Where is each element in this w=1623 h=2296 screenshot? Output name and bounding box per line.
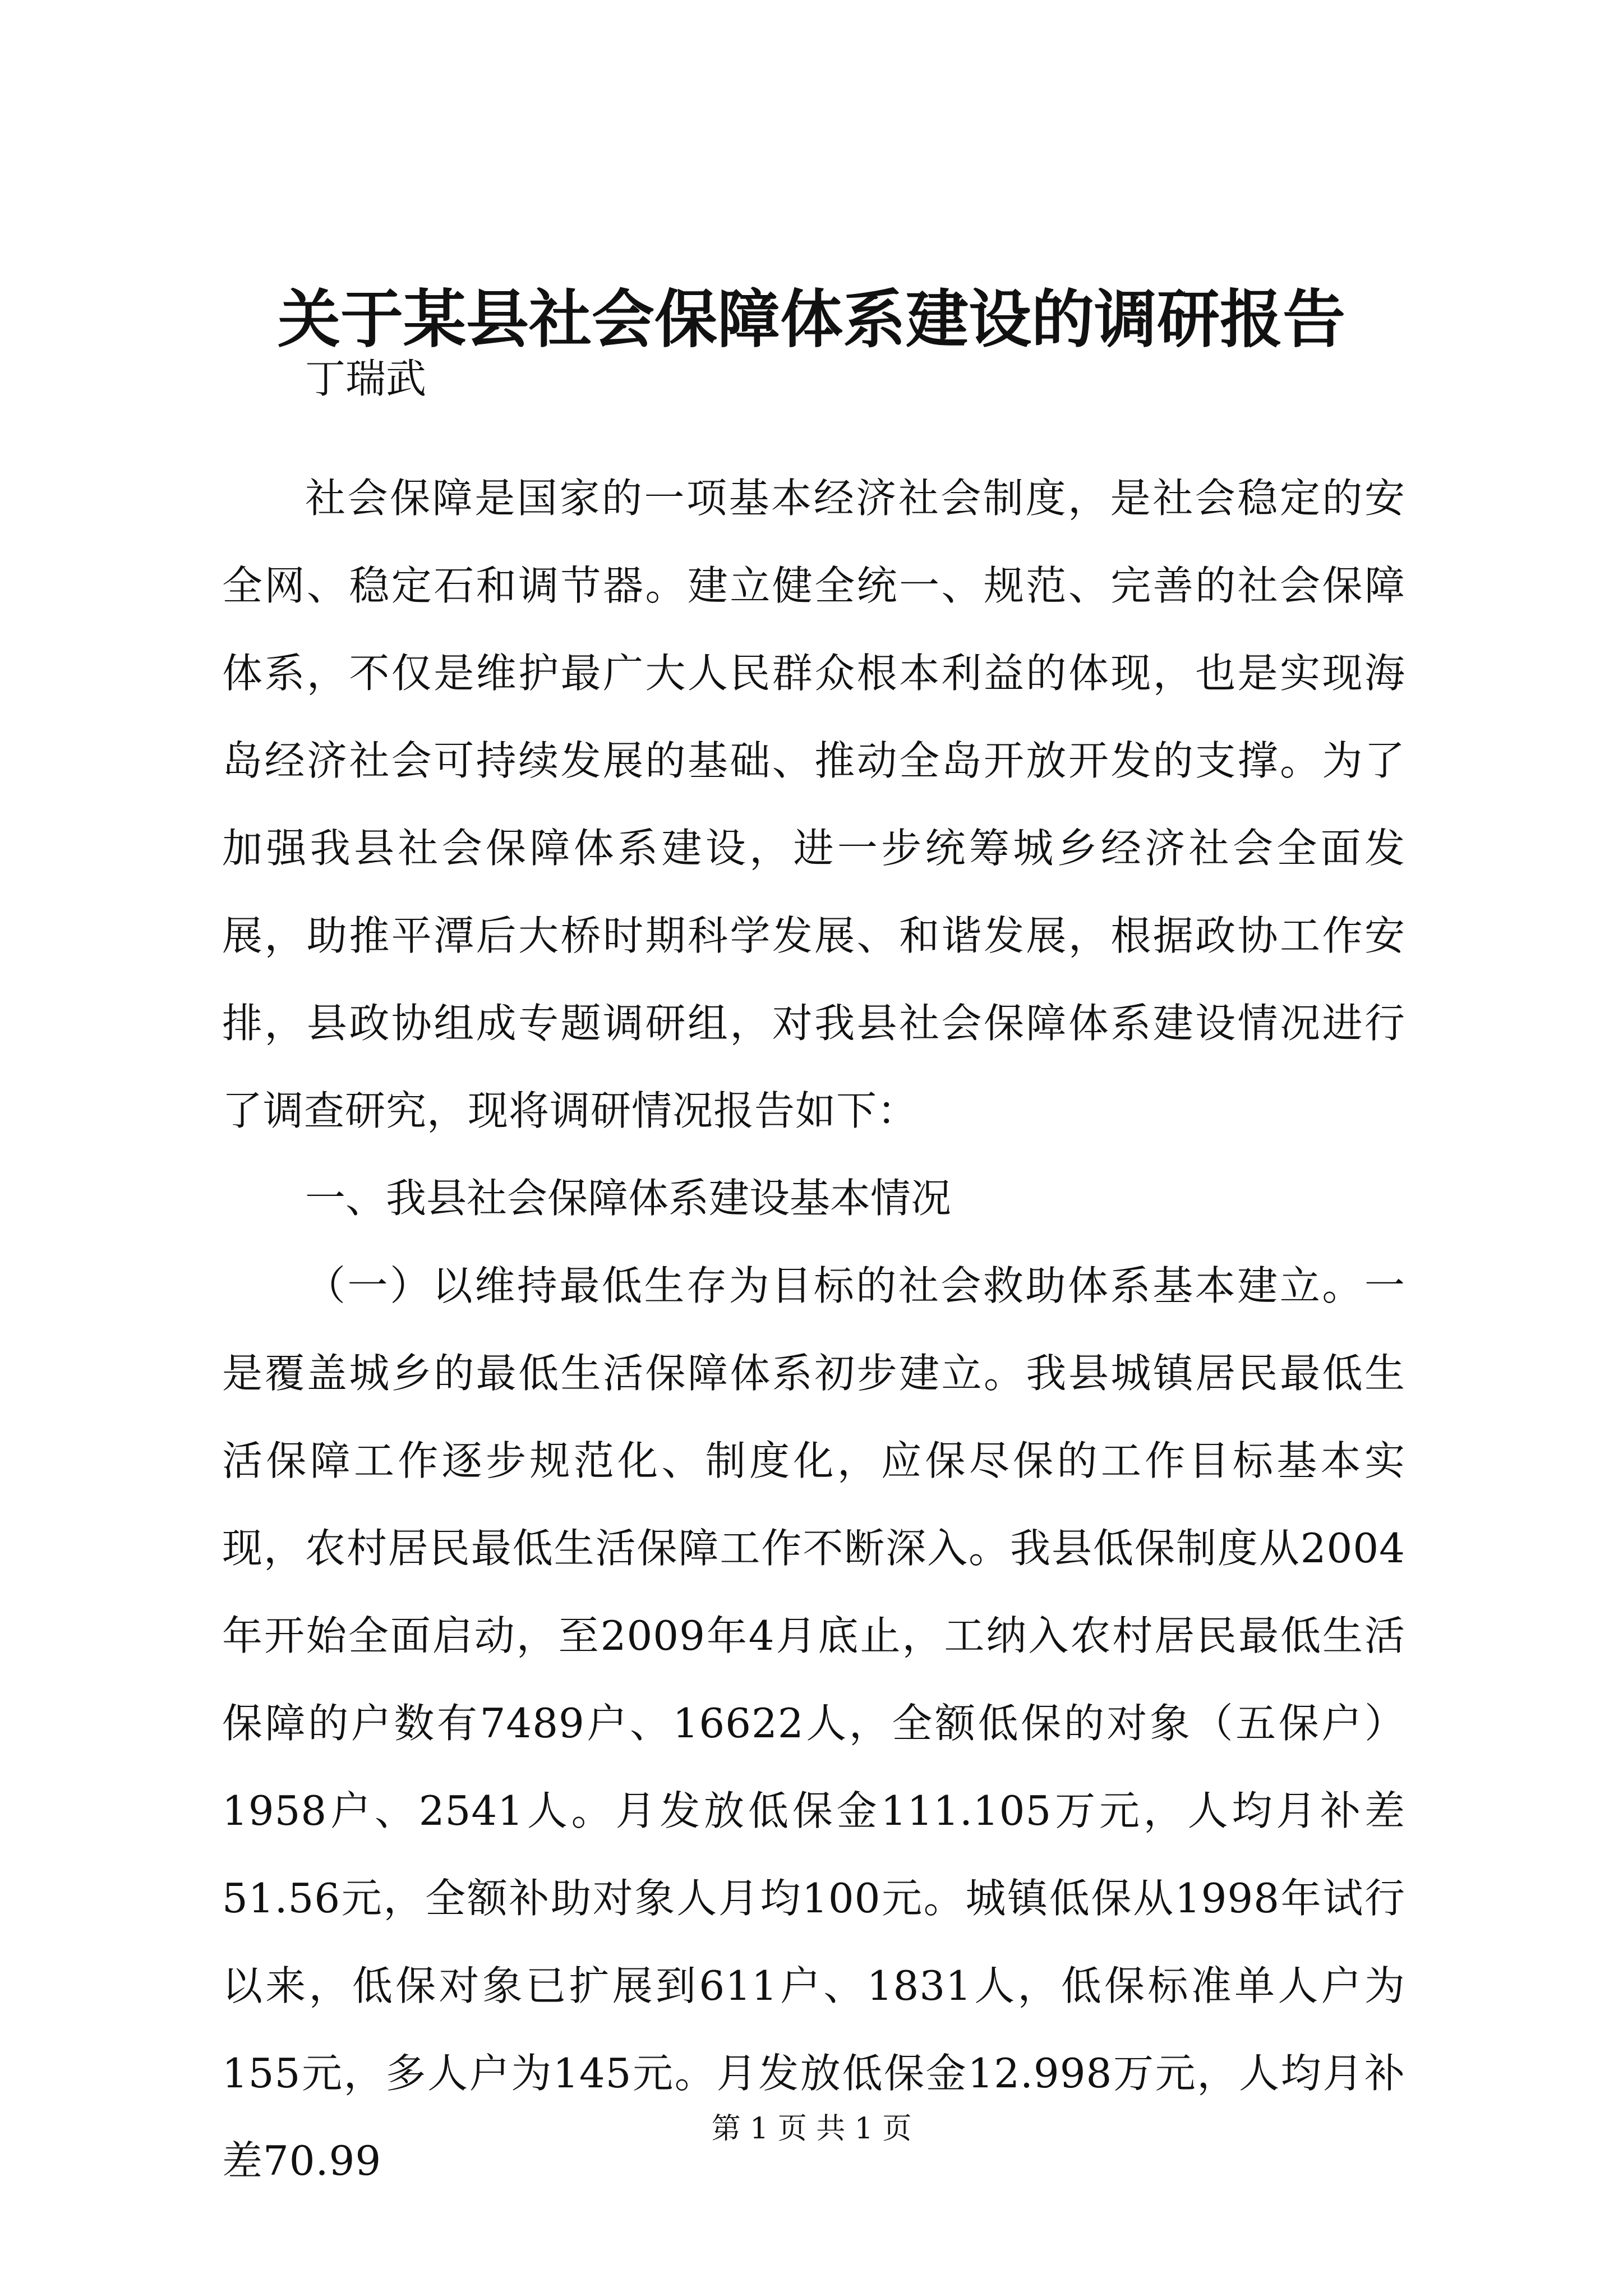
intro-paragraph: 社会保障是国家的一项基本经济社会制度，是社会稳定的安全网、稳定石和调节器。建立健全统一、规范、完善的社会保障体系，不仅是维护最广大人民群众根本利益的体现，也是实现海岛经济社会可持续发展的基础、推动全岛开放开发的支撑。为了加强我县社会保障体系建设，进一步统筹城乡经济社会全面发展，助推平潭后大桥时期科学发展、和谐发展，根据政协工作安排，县政协组成专题调研组，对我县社会保障体系建设情况进行了调查研究，现将调研情况报告如下： <box>222 475 1405 1134</box>
document-body <box>222 454 1405 2205</box>
document-author: 丁瑞武 <box>305 355 427 402</box>
document-title: 关于某县社会保障体系建设的调研报告 <box>278 283 1345 356</box>
section-paragraph: （一）以维持最低生存为目标的社会救助体系基本建立。一是覆盖城乡的最低生活保障体系初步建立。我县城镇居民最低生活保障工作逐步规范化、制度化，应保尽保的工作目标基本实现，农村居民最低生活保障工作不断深入。我县低保制度从2004年开始全面启动，至2009年4月底止，工纳入农村居民最低生活保障的户数有7489户、16622人，全额低保的对象（五保户）1958户、2541人。月发放低保金111.105万元，人均月补差51.56元，全额补助对象人月均100元。城镇低保从1998年试行以来，低保对象已扩展到611户、1831人，低保标准单人户为155元，多人户为145元。月发放低保金12.998万元，人均月补差70.99 <box>222 1262 1405 2184</box>
section-heading: 一、我县社会保障体系建设基本情况 <box>305 1175 952 1222</box>
page-footer: 第 1 页 共 1 页 <box>711 2112 912 2146</box>
